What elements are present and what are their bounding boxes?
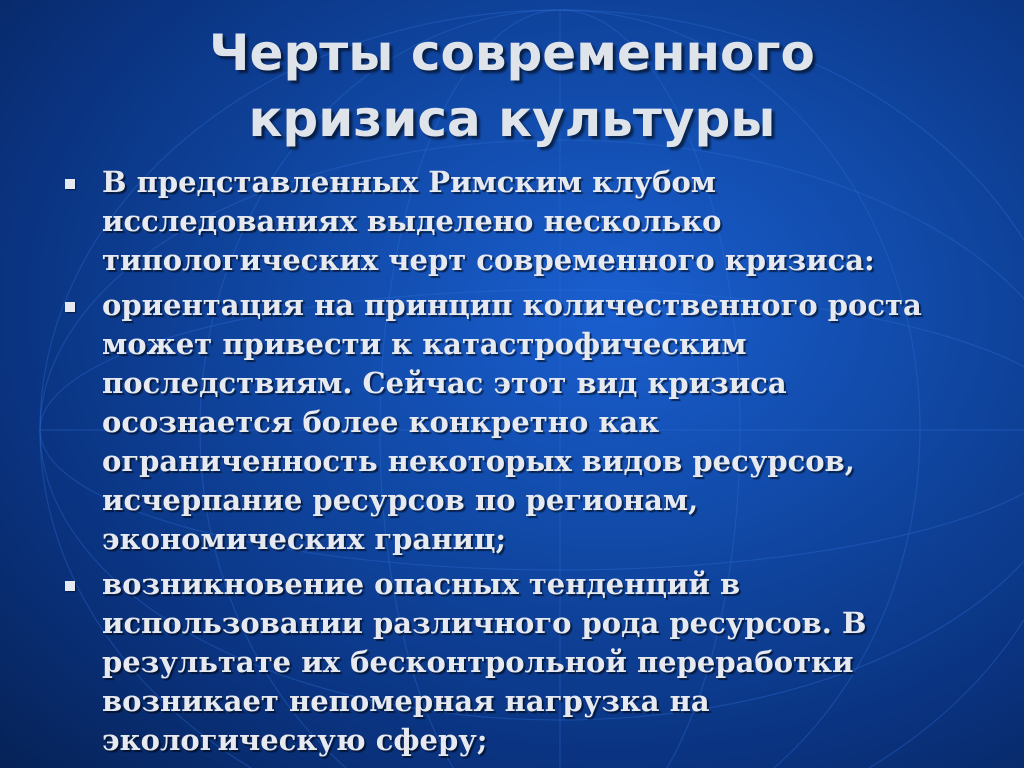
bullet-line: исследованиях выделено несколько xyxy=(102,204,722,238)
bullet-line: результате их бесконтрольной переработки xyxy=(102,645,854,679)
slide-title-line-2: кризиса культуры xyxy=(248,90,776,148)
bullet-item-dangerous-trends xyxy=(62,565,992,760)
bullet-line: последствиям. Сейчас этот вид кризиса xyxy=(102,366,787,400)
bullet-item-quantitative-growth xyxy=(62,286,992,559)
bullet-line: В представленных Римским клубом xyxy=(102,165,716,199)
bullet-line: типологических черт современного кризиса: xyxy=(102,243,875,277)
bullet-line: возникает непомерная нагрузка на xyxy=(102,684,710,718)
square-bullet-icon xyxy=(65,179,75,189)
square-bullet-icon xyxy=(65,581,75,591)
slide-title xyxy=(0,20,1024,152)
bullet-list xyxy=(62,163,992,766)
bullet-item-intro xyxy=(62,163,992,280)
square-bullet-icon xyxy=(65,302,75,312)
bullet-line: исчерпание ресурсов по регионам, xyxy=(102,483,699,517)
bullet-line: ограниченность некоторых видов ресурсов, xyxy=(102,444,855,478)
slide-title-line-1: Черты современного xyxy=(209,24,815,82)
bullet-line: экономических границ; xyxy=(102,522,507,556)
bullet-line: возникновение опасных тенденций в xyxy=(102,567,741,601)
bullet-line: осознается более конкретно как xyxy=(102,405,660,439)
bullet-line: ориентация на принцип количественного роста xyxy=(102,288,922,322)
bullet-line: экологическую сферу; xyxy=(102,723,488,757)
bullet-line: использовании различного рода ресурсов. В xyxy=(102,606,867,640)
bullet-line: может привести к катастрофическим xyxy=(102,327,747,361)
